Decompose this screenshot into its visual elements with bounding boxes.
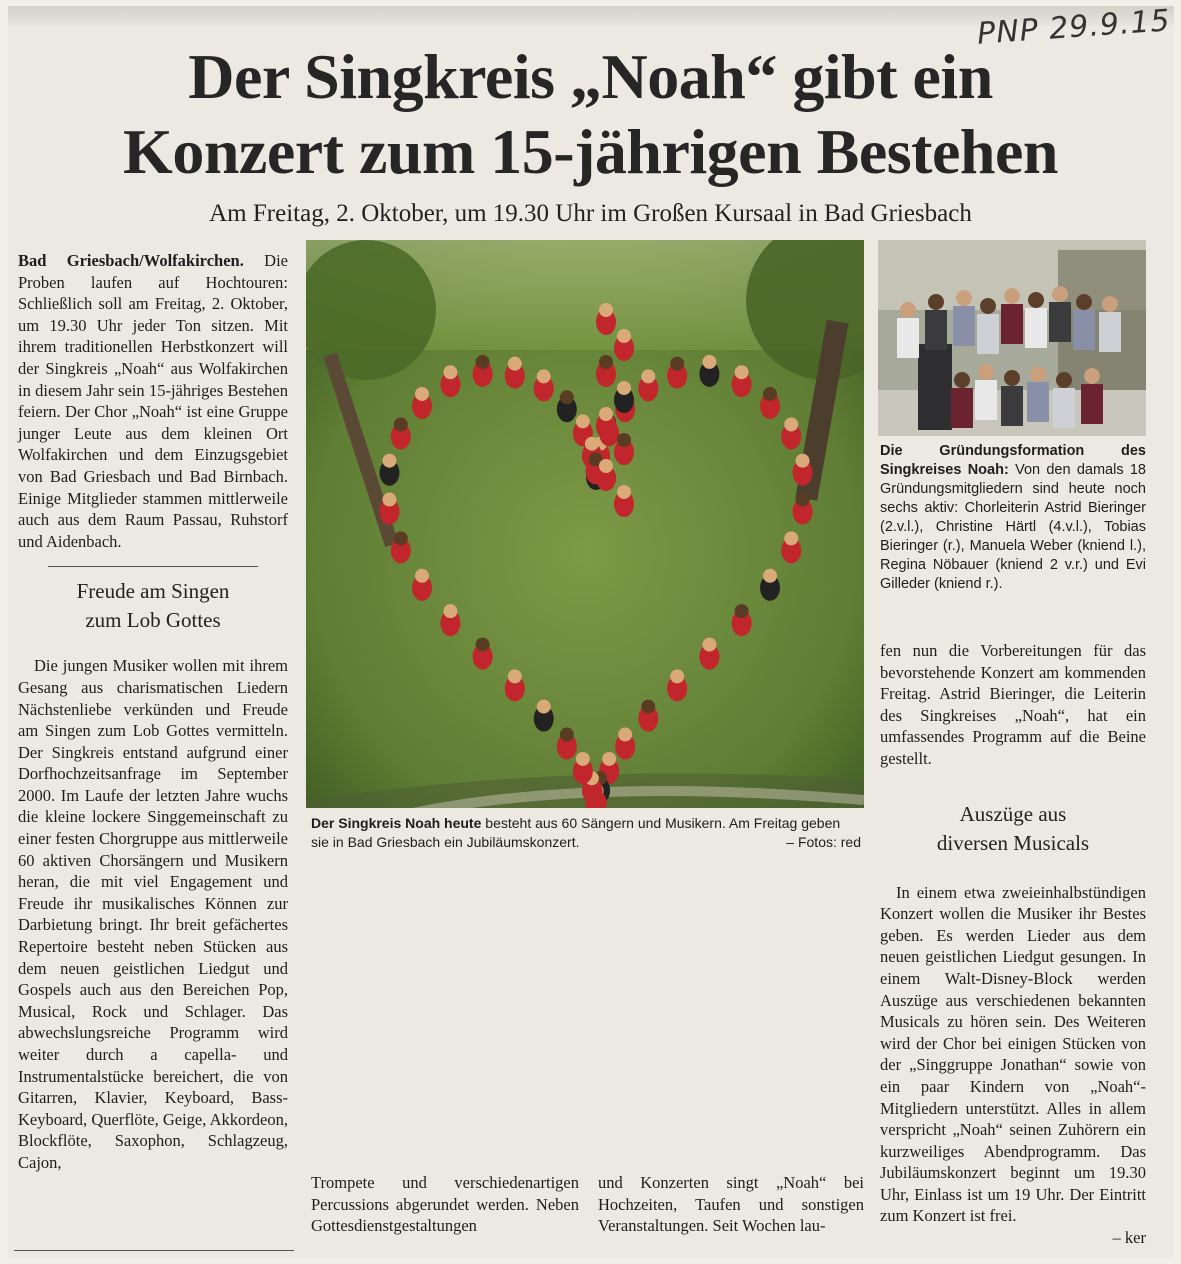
main-choir-photo <box>306 240 864 808</box>
founding-photo-caption <box>880 442 1146 594</box>
middle-column-1 <box>311 1172 579 1237</box>
founding-member <box>1001 288 1023 344</box>
founding-member <box>951 372 973 428</box>
section-heading <box>18 577 288 635</box>
right-column <box>880 640 1146 1249</box>
section-divider <box>48 566 258 567</box>
founding-members-image <box>878 240 1146 436</box>
founding-member <box>975 364 997 420</box>
founding-caption-lead: Die Gründungsformation des Singkreises Noah: <box>880 443 1146 478</box>
founding-member <box>897 302 919 358</box>
founding-caption-text: Von den damals 18 Gründungsmitgliedern sind heute noch sechs aktiv: Chorleiterin Astrid Bieringer (2.v.l.), Christine Härtl (4.v.l.), Tobias Bieringer (r.), Manuela Weber (kniend l.), Regina Nöbauer (kniend 2 v.r.) und Evi Gilleder (kniend r.). <box>880 462 1146 592</box>
keyboard-stand <box>918 344 952 430</box>
left-column <box>18 250 288 1174</box>
section-heading-line-1: Freude am Singen <box>76 579 230 604</box>
headline-line-2: Konzert zum 15-jährigen Bestehen <box>123 116 1058 187</box>
right-section-heading-line-1: Auszüge aus <box>959 801 1067 826</box>
headline-line-1: Der Singkreis „Noah“ gibt ein <box>188 41 993 112</box>
bottom-rule <box>14 1250 294 1251</box>
founding-member <box>1081 368 1103 424</box>
handwritten-source-stamp: PNP 29.9.15 <box>976 3 1172 52</box>
founding-member <box>925 294 947 350</box>
founding-member <box>1073 294 1095 350</box>
body-paragraph: Die jungen Musiker wollen mit ihrem Gesang aus charismatischen Liedern Nächstenliebe verkünden und Freude am Singen zum Lob Gottes vermitteln. Der Singkreis entstand aufgrund einer Dorfhochzeitsanfrage im September 2000. Im Laufe der letzten Jahre wuchs die kleine lockere Singgemeinschaft zu einer festen Chorgruppe aus mittlerweile 60 aktiven Chorsängern und Musikern heran, die mit viel Engagement und Freude ihr musikalisches Können zur Darbietung bringt. Ihr breit gefächertes Repertoire besteht neben Stücken aus dem neuen geistlichen Liedgut und Gospels auch aus den Bereichen Pop, Musical, Rock und Schlager. Das abwechslungsreiche Programm wird weiter durch a capella- und Instrumentalstücke bereichert, die von Gitarren, Klavier, Keyboard, Bass-Keyboard, Querflöte, Geige, Akkordeon, Blockflöte, Saxophon, Schlagzeug, Cajon, <box>18 656 288 1172</box>
main-photo-caption <box>311 814 861 852</box>
founding-member <box>1053 372 1075 428</box>
subheadline: Am Freitag, 2. Oktober, um 19.30 Uhr im Großen Kursaal in Bad Griesbach <box>209 200 972 227</box>
middle-column-2 <box>598 1172 864 1237</box>
founding-member <box>953 290 975 346</box>
section-heading-line-2: zum Lob Gottes <box>85 608 221 633</box>
middle-column-2-text: und Konzerten singt „Noah“ bei Hochzeiten, Taufen und sonstigen Veranstaltungen. Seit Wochen lau- <box>598 1173 864 1236</box>
right-paragraph-2: In einem etwa zweieinhalbstündigen Konzert wollen die Musiker ihr Bestes geben. Es werden Lieder aus dem neuen geistlichen Liedgut gesungen. In einem Walt-Disney-Block werden Auszüge aus verschiedenen bekannten Musicals zu hören sein. Des Weiteren wird der Chor bei einigen Stücken von der „Singgruppe Jonathan“ sowie von ein paar Kindern von „Noah“-Mitgliedern unterstützt. Alles in allem verspricht „Noah“ seinen Zuhörern ein kurzweiliges Abendprogramm. Das Jubiläumskonzert beginnt um 19.30 Uhr, Einlass ist um 19 Uhr. Der Eintritt zum Konzert ist frei. <box>880 882 1146 1226</box>
author-signature: – ker <box>1112 1228 1146 1248</box>
founding-member <box>1099 296 1121 352</box>
caption-text: besteht aus 60 Sängern und Musikern. Am Freitag geben sie in Bad Griesbach ein Jubiläumskonzert. <box>311 815 841 850</box>
founding-group-photo <box>878 240 1146 436</box>
caption-lead: Der Singkreis Noah heute <box>311 815 482 831</box>
founding-member <box>1001 370 1023 426</box>
founding-member <box>1027 366 1049 422</box>
photo-credit: – Fotos: red <box>786 834 861 850</box>
dateline: Bad Griesbach/Wolfakirchen. <box>18 251 244 270</box>
intro-paragraph: Die Proben laufen auf Hochtouren: Schließlich soll am Freitag, 2. Oktober, um 19.30 Uhr jeder Ton sitzen. Mit ihrem traditionellen Herbstkonzert will der Singkreis „Noah“ aus Wolfakirchen in diesem Jahr sein 15-jähriges Bestehen feiern. Der Chor „Noah“ ist eine Gruppe junger Leute aus dem kleinen Ort Wolfakirchen und dem Einzugsgebiet von Bad Griesbach und Bad Birnbach. Einige Mitglieder stammen mittlerweile auch aus dem Raum Passau, Ruhstorf und Aidenbach. <box>18 251 288 551</box>
middle-column-1-text: Trompete und verschiedenartigen Percussions abgerundet werden. Neben Gottesdienstgestaltungen <box>311 1173 579 1236</box>
founding-member <box>1049 286 1071 342</box>
choir-heart-formation-image <box>306 240 864 808</box>
right-paragraph-1: fen nun die Vorbereitungen für das bevorstehende Konzert am kommenden Freitag. Astrid Bieringer, die Leiterin des Singkreises „Noah“, hat ein umfassendes Programm auf die Beine gestellt. <box>880 641 1146 768</box>
founding-member <box>1025 292 1047 348</box>
founding-member <box>977 298 999 354</box>
right-section-heading <box>880 800 1146 858</box>
right-section-heading-line-2: diversen Musicals <box>936 830 1090 855</box>
